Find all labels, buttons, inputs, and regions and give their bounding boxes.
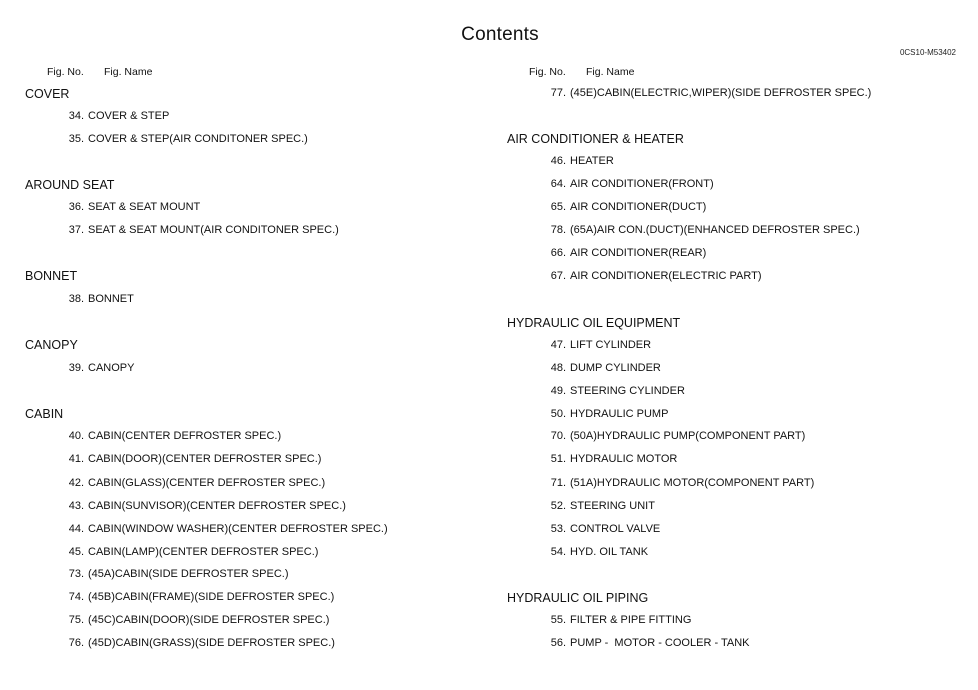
fig-name: LIFT CYLINDER [570,339,652,351]
fig-name: CABIN(CENTER DEFROSTER SPEC.) [88,430,282,442]
fig-name: HYDRAULIC PUMP [570,408,669,420]
fig-number: 54. [550,546,566,558]
fig-number: 36. [68,201,84,213]
fig-no-header: Fig. No. [529,66,566,78]
fig-name: (50A)HYDRAULIC PUMP(COMPONENT PART) [570,430,806,442]
fig-number: 74. [68,591,84,603]
fig-number: 48. [550,362,566,374]
fig-name: (45C)CABIN(DOOR)(SIDE DEFROSTER SPEC.) [88,614,330,626]
fig-name: CABIN(DOOR)(CENTER DEFROSTER SPEC.) [88,453,322,465]
fig-name: (45D)CABIN(GRASS)(SIDE DEFROSTER SPEC.) [88,637,335,649]
fig-name: DUMP CYLINDER [570,362,661,374]
fig-name: BONNET [88,293,134,305]
fig-name: (65A)AIR CON.(DUCT)(ENHANCED DEFROSTER SPEC.) [570,224,860,236]
fig-name: SEAT & SEAT MOUNT(AIR CONDITONER SPEC.) [88,224,339,236]
fig-number: 50. [550,408,566,420]
fig-number: 53. [550,523,566,535]
fig-number: 41. [68,453,84,465]
fig-name: CABIN(SUNVISOR)(CENTER DEFROSTER SPEC.) [88,500,346,512]
fig-name: (45E)CABIN(ELECTRIC,WIPER)(SIDE DEFROSTER SPEC.) [570,87,872,99]
fig-number: 78. [550,224,566,236]
section-heading: AROUND SEAT [25,178,115,192]
fig-name: COVER & STEP(AIR CONDITONER SPEC.) [88,133,308,145]
fig-number: 66. [550,247,566,259]
fig-number: 34. [68,110,84,122]
fig-number: 76. [68,637,84,649]
fig-number: 49. [550,385,566,397]
fig-number: 75. [68,614,84,626]
fig-number: 37. [68,224,84,236]
fig-name-header: Fig. Name [104,66,153,78]
fig-name: AIR CONDITIONER(ELECTRIC PART) [570,270,762,282]
fig-number: 55. [550,614,566,626]
fig-name: (45B)CABIN(FRAME)(SIDE DEFROSTER SPEC.) [88,591,335,603]
fig-number: 47. [550,339,566,351]
fig-number: 43. [68,500,84,512]
fig-number: 71. [550,477,566,489]
fig-number: 67. [550,270,566,282]
fig-name: AIR CONDITIONER(DUCT) [570,201,707,213]
fig-name: PUMP - MOTOR - COOLER - TANK [570,637,750,649]
fig-name: STEERING CYLINDER [570,385,685,397]
document-id: 0CS10-M53402 [899,48,956,57]
fig-number: 73. [68,568,84,580]
fig-number: 40. [68,430,84,442]
fig-name: CANOPY [88,362,135,374]
fig-name: STEERING UNIT [570,500,655,512]
fig-number: 39. [68,362,84,374]
fig-name: HEATER [570,155,614,167]
fig-name: (45A)CABIN(SIDE DEFROSTER SPEC.) [88,568,289,580]
fig-number: 64. [550,178,566,190]
fig-number: 45. [68,546,84,558]
section-heading: HYDRAULIC OIL PIPING [507,591,649,605]
fig-name: (51A)HYDRAULIC MOTOR(COMPONENT PART) [570,477,815,489]
fig-number: 46. [550,155,566,167]
fig-name: CABIN(LAMP)(CENTER DEFROSTER SPEC.) [88,546,319,558]
fig-number: 42. [68,477,84,489]
section-heading: CANOPY [25,338,78,352]
section-heading: BONNET [25,269,78,283]
fig-name: HYD. OIL TANK [570,546,649,558]
section-heading: CABIN [25,407,64,421]
fig-name: CONTROL VALVE [570,523,661,535]
fig-name: AIR CONDITIONER(FRONT) [570,178,714,190]
fig-name: CABIN(GLASS)(CENTER DEFROSTER SPEC.) [88,477,326,489]
fig-name: SEAT & SEAT MOUNT [88,201,201,213]
fig-number: 65. [550,201,566,213]
fig-number: 56. [550,637,566,649]
fig-name-header: Fig. Name [586,66,635,78]
fig-name: CABIN(WINDOW WASHER)(CENTER DEFROSTER SPEC.) [88,523,388,535]
fig-number: 51. [550,453,566,465]
fig-number: 38. [68,293,84,305]
section-heading: COVER [25,87,70,101]
fig-number: 35. [68,133,84,145]
section-heading: HYDRAULIC OIL EQUIPMENT [507,316,681,330]
section-heading: AIR CONDITIONER & HEATER [507,132,684,146]
fig-number: 77. [550,87,566,99]
fig-number: 70. [550,430,566,442]
page-title: Contents [461,24,539,45]
fig-name: COVER & STEP [88,110,170,122]
fig-name: AIR CONDITIONER(REAR) [570,247,707,259]
fig-name: HYDRAULIC MOTOR [570,453,678,465]
fig-number: 44. [68,523,84,535]
fig-no-header: Fig. No. [47,66,84,78]
fig-name: FILTER & PIPE FITTING [570,614,692,626]
fig-number: 52. [550,500,566,512]
